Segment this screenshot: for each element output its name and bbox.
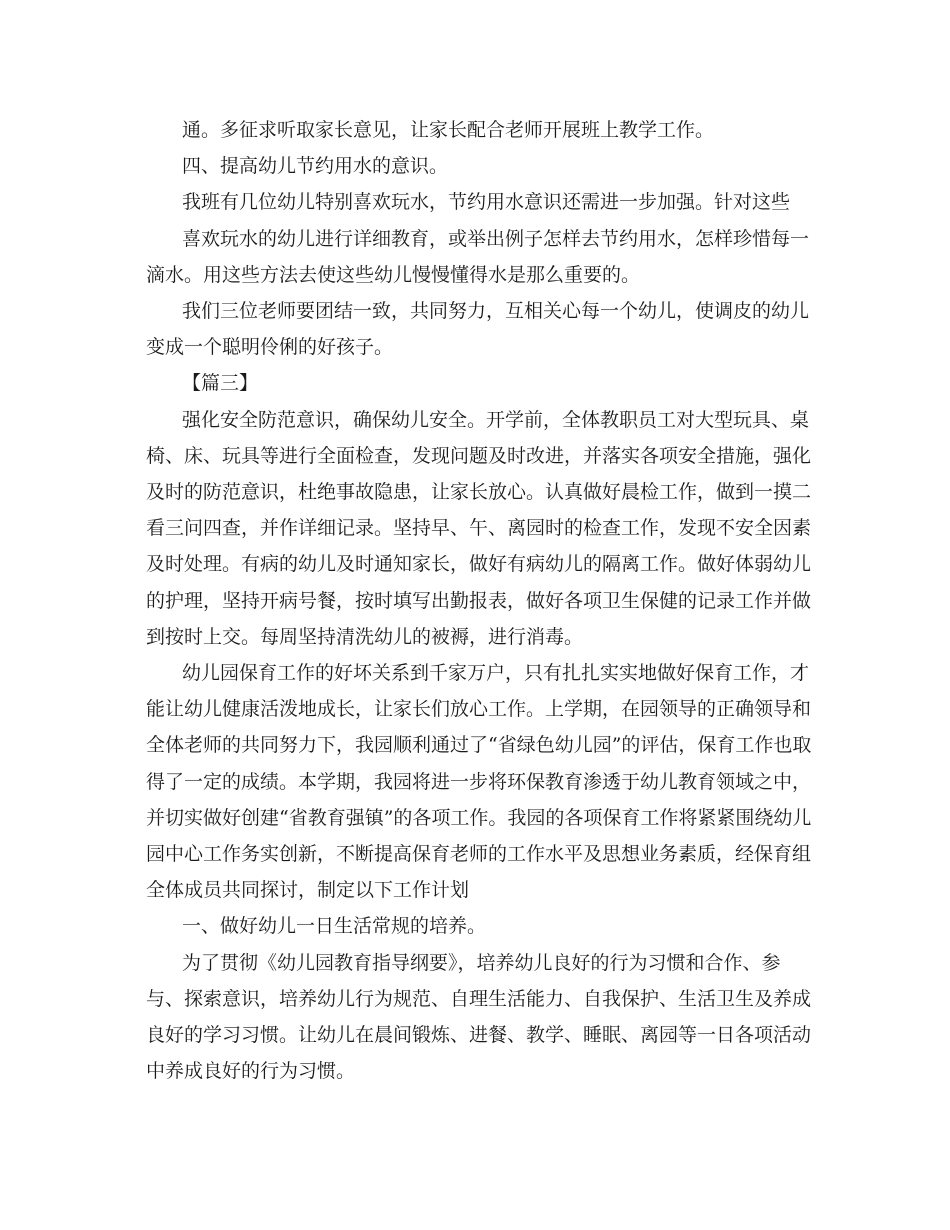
text-line: 变成一个聪明伶俐的好孩子。 bbox=[146, 336, 394, 359]
text-line: 及时的防范意识，杜绝事故隐患，让家长放心。认真做好晨检工作，做到一摸二 bbox=[146, 481, 812, 504]
section-heading: 四、提高幼儿节约用水的意识。 bbox=[182, 155, 449, 178]
text-line: 滴水。用这些方法去使这些幼儿慢慢懂得水是那么重要的。 bbox=[146, 263, 641, 286]
text-line: 通。多征求听取家长意见，让家长配合老师开展班上教学工作。 bbox=[182, 119, 715, 141]
text-line: 看三问四查，并作详细记录。坚持早、午、离园时的检查工作，发现不安全因素 bbox=[146, 517, 812, 540]
text-line: 我班有几位幼儿特别喜欢玩水，节约用水意识还需进一步加强。针对这些 bbox=[182, 191, 791, 214]
text-line: 喜欢玩水的幼儿进行详细教育，或举出例子怎样去节约用水，怎样珍惜每一 bbox=[182, 227, 810, 250]
text-line: 并切实做好创建“省教育强镇”的各项工作。我园的各项保育工作将紧紧围绕幼儿 bbox=[146, 806, 812, 829]
text-line: 能让幼儿健康活泼地成长，让家长们放心工作。上学期，在园领导的正确领导和 bbox=[146, 698, 812, 721]
text-line: 良好的学习习惯。让幼儿在晨间锻炼、进餐、教学、睡眠、离园等一日各项活动 bbox=[146, 1024, 812, 1047]
text-line: 中养成良好的行为习惯。 bbox=[146, 1060, 356, 1083]
text-line: 全体老师的共同努力下，我园顺利通过了“省绿色幼儿园”的评估，保育工作也取 bbox=[146, 734, 812, 757]
text-line: 椅、床、玩具等进行全面检查，发现问题及时改进，并落实各项安全措施，强化 bbox=[146, 444, 812, 467]
text-line: 得了一定的成绩。本学期，我园将进一步将环保教育渗透于幼儿教育领域之中， bbox=[146, 770, 812, 793]
text-line: 园中心工作务实创新，不断提高保育老师的工作水平及思想业务素质，经保育组 bbox=[146, 843, 812, 866]
text-line: 幼儿园保育工作的好坏关系到千家万户，只有扎扎实实地做好保育工作，才 bbox=[182, 662, 810, 685]
document-body bbox=[146, 112, 812, 1089]
text-line: 我们三位老师要团结一致，共同努力，互相关心每一个幼儿，使调皮的幼儿 bbox=[182, 300, 810, 323]
text-line: 与、探索意识，培养幼儿行为规范、自理生活能力、自我保护、生活卫生及养成 bbox=[146, 987, 812, 1010]
text-line: 全体成员共同探讨，制定以下工作计划 bbox=[146, 879, 470, 902]
text-line: 到按时上交。每周坚持清洗幼儿的被褥，进行消毒。 bbox=[146, 625, 584, 648]
section-heading: 一、做好幼儿一日生活常规的培养。 bbox=[182, 915, 487, 938]
chapter-heading: 【篇三】 bbox=[182, 372, 259, 395]
text-line: 及时处理。有病的幼儿及时通知家长，做好有病幼儿的隔离工作。做好体弱幼儿 bbox=[146, 553, 812, 576]
text-line: 强化安全防范意识，确保幼儿安全。开学前，全体教职员工对大型玩具、桌 bbox=[182, 408, 810, 431]
text-line: 为了贯彻《幼儿园教育指导纲要》，培养幼儿良好的行为习惯和合作、参 bbox=[182, 951, 781, 974]
text-line: 的护理，坚持开病号餐，按时填写出勤报表，做好各项卫生保健的记录工作并做 bbox=[146, 589, 812, 612]
